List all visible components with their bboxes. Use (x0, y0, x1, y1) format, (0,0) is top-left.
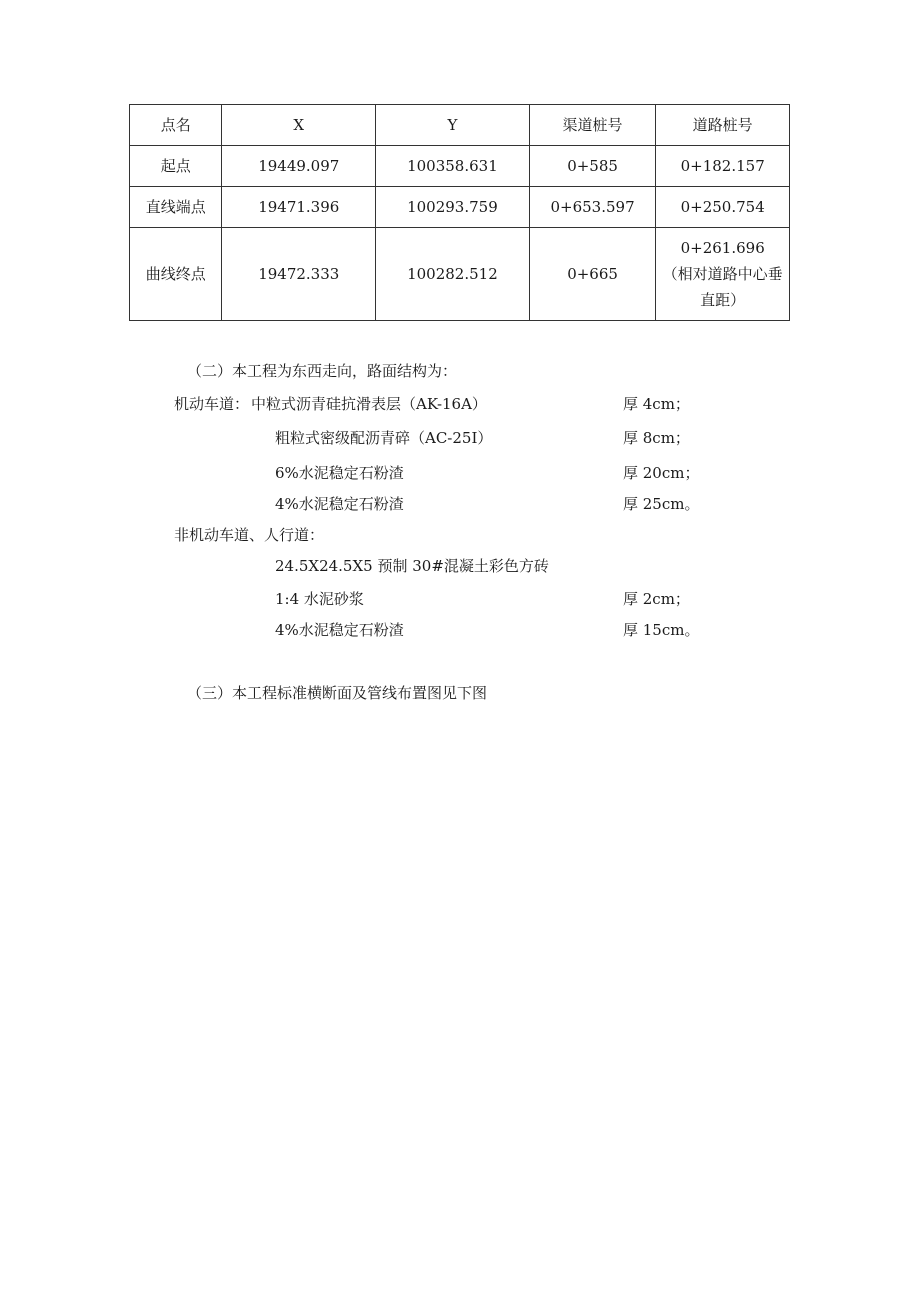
header-road-station: 道路桩号 (656, 105, 790, 146)
motor-lane-label: 机动车道： (174, 395, 250, 413)
table-row (130, 187, 790, 228)
motor-layer-thickness: 厚 4cm； (623, 395, 690, 413)
header-point-name: 点名 (130, 105, 222, 146)
nonmotor-layer-name: 1:4 水泥砂浆 (275, 590, 364, 608)
cell-point-name: 直线端点 (130, 187, 222, 228)
road-station-note-line2: 直距） (700, 291, 746, 309)
coordinates-table (129, 104, 790, 321)
motor-layer-thickness: 厚 25cm。 (623, 495, 700, 513)
cell-x: 19472.333 (222, 228, 376, 321)
cell-road-station (656, 228, 790, 321)
cell-point-name: 起点 (130, 146, 222, 187)
nonmotor-layer-thickness: 厚 2cm； (623, 590, 690, 608)
header-x: X (222, 105, 376, 146)
section2-heading: （二）本工程为东西走向，路面结构为： (187, 362, 458, 380)
table-row (130, 228, 790, 321)
motor-layer-thickness: 厚 8cm； (623, 429, 690, 447)
header-y: Y (376, 105, 530, 146)
cell-x: 19449.097 (222, 146, 376, 187)
motor-layer-thickness: 厚 20cm； (623, 464, 700, 482)
motor-layer-name: 中粒式沥青硅抗滑表层（AK-16A） (251, 395, 487, 413)
table-row (130, 146, 790, 187)
header-canal-station: 渠道桩号 (529, 105, 656, 146)
road-station-value: 0+261.696 (680, 239, 765, 257)
table-header-row (130, 105, 790, 146)
section3-heading: （三）本工程标准横断面及管线布置图见下图 (187, 684, 488, 702)
cell-canal-station: 0+653.597 (529, 187, 656, 228)
cell-canal-station: 0+585 (529, 146, 656, 187)
motor-layer-name: 4%水泥稳定石粉渣 (275, 495, 404, 513)
nonmotor-layer-name: 24.5X24.5X5 预制 30#混凝土彩色方砖 (275, 557, 549, 575)
cell-y: 100282.512 (376, 228, 530, 321)
motor-layer-name: 粗粒式密级配沥青碎（AC-25I） (275, 429, 493, 447)
cell-x: 19471.396 (222, 187, 376, 228)
road-station-note-line1: （相对道路中心垂 (662, 265, 783, 283)
nonmotor-layer-thickness: 厚 15cm。 (623, 621, 700, 639)
cell-y: 100293.759 (376, 187, 530, 228)
motor-layer-name: 6%水泥稳定石粉渣 (275, 464, 404, 482)
cell-road-station: 0+250.754 (656, 187, 790, 228)
cell-y: 100358.631 (376, 146, 530, 187)
cell-canal-station: 0+665 (529, 228, 656, 321)
nonmotor-lane-label: 非机动车道、人行道： (174, 526, 325, 544)
cell-road-station: 0+182.157 (656, 146, 790, 187)
nonmotor-layer-name: 4%水泥稳定石粉渣 (275, 621, 404, 639)
cell-point-name: 曲线终点 (130, 228, 222, 321)
